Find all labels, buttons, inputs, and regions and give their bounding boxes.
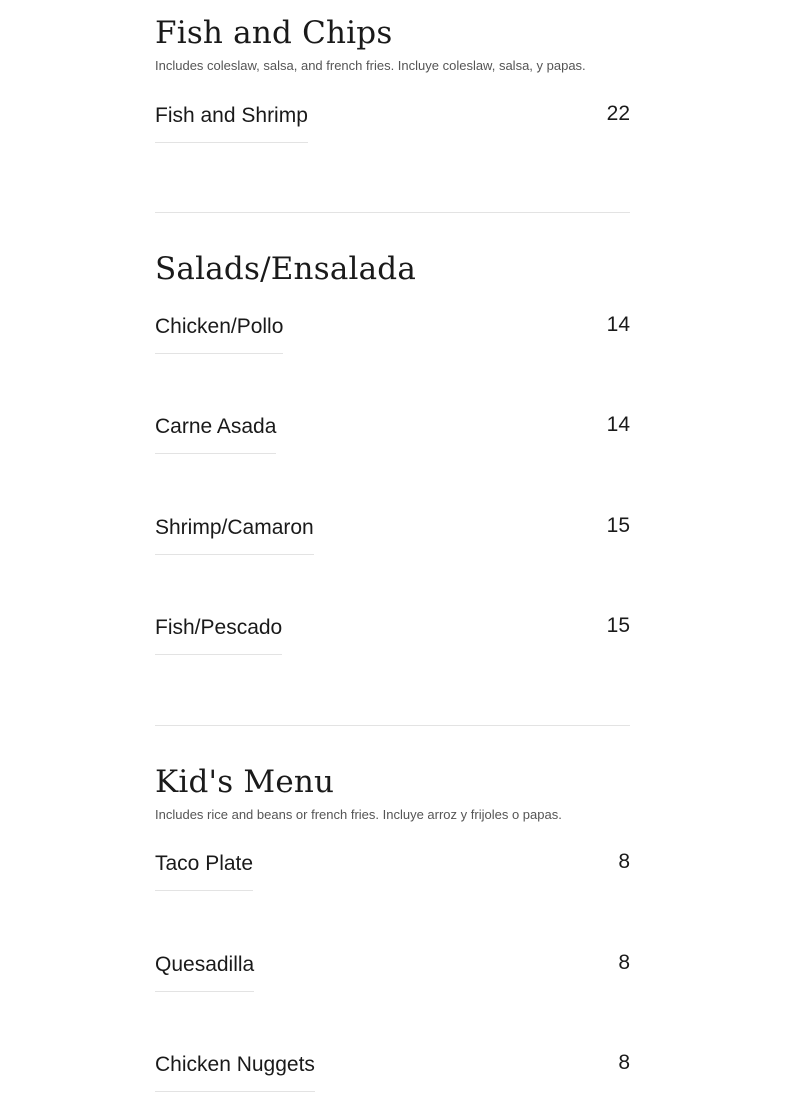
- section-title: Salads/Ensalada: [155, 251, 417, 287]
- item-name: Carne Asada: [155, 414, 276, 454]
- item-name: Fish/Pescado: [155, 615, 282, 655]
- section-description: Includes rice and beans or french fries. Incluye arroz y frijoles o papas.: [155, 806, 562, 822]
- item-price: 8: [618, 850, 630, 873]
- item-name: Chicken Nuggets: [155, 1052, 315, 1092]
- item-price: 8: [618, 1051, 630, 1074]
- item-name: Quesadilla: [155, 952, 254, 992]
- section-divider: [155, 725, 630, 726]
- item-price: 22: [606, 102, 630, 125]
- item-name: Fish and Shrimp: [155, 103, 308, 143]
- item-price: 15: [606, 614, 630, 637]
- menu-item[interactable]: [155, 952, 630, 1052]
- section-kids-menu: [155, 765, 630, 824]
- section-fish-and-chips: [155, 16, 630, 75]
- menu-item[interactable]: [155, 851, 630, 951]
- menu-item[interactable]: [155, 414, 630, 514]
- menu-item[interactable]: [155, 515, 630, 615]
- item-price: 15: [606, 514, 630, 537]
- menu-item[interactable]: [155, 314, 630, 414]
- item-price: 14: [606, 313, 630, 336]
- menu-item[interactable]: [155, 103, 630, 203]
- item-price: 8: [618, 951, 630, 974]
- menu-item[interactable]: [155, 1052, 630, 1112]
- section-divider: [155, 212, 630, 213]
- section-title: Fish and Chips: [155, 15, 393, 51]
- menu-item[interactable]: [155, 615, 630, 715]
- item-name: Taco Plate: [155, 851, 253, 891]
- item-name: Chicken/Pollo: [155, 314, 283, 354]
- section-description: Includes coleslaw, salsa, and french fries. Incluye coleslaw, salsa, y papas.: [155, 57, 586, 73]
- item-name: Shrimp/Camaron: [155, 515, 314, 555]
- item-price: 14: [606, 413, 630, 436]
- section-salads: [155, 252, 630, 288]
- section-title: Kid's Menu: [155, 764, 335, 800]
